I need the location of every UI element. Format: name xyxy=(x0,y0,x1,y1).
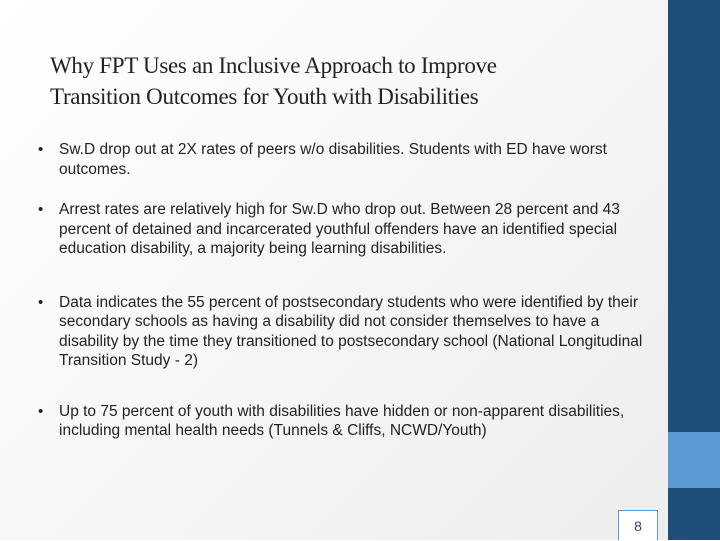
slide-title xyxy=(50,50,650,112)
bullet-text: Data indicates the 55 percent of postsecondary students who were identified by their secondary schools as having a disability did not consider themselves to have a disability by the time they transitioned to postsecondary school (National Longitudinal Transition Study - 2) xyxy=(59,293,643,369)
bullet-icon: • xyxy=(38,293,44,311)
page-number: 8 xyxy=(618,510,658,540)
right-accent-bar-highlight xyxy=(668,432,720,488)
bullet-icon: • xyxy=(38,141,44,158)
bullet-item xyxy=(38,293,648,371)
bullet-text: Up to 75 percent of youth with disabilities have hidden or non-apparent disabilities, including mental health needs (Tunnels & Cliffs, NCWD/Youth) xyxy=(59,402,625,439)
bullet-icon: • xyxy=(38,402,44,420)
bullet-item xyxy=(38,140,648,179)
bullet-item xyxy=(38,402,648,441)
bullet-text: Sw.D drop out at 2X rates of peers w/o disabilities. Students with ED have worst outcomes. xyxy=(59,141,607,178)
slide-title-line-2: Transition Outcomes for Youth with Disabilities xyxy=(50,84,479,109)
bullet-text: Arrest rates are relatively high for Sw.D who drop out. Between 28 percent and 43 percent of detained and incarcerated youthful offenders have an identified special education disability, a majority being learning disabilities. xyxy=(59,201,620,257)
bullet-item xyxy=(38,200,648,259)
slide-title-line-1: Why FPT Uses an Inclusive Approach to Improve xyxy=(50,53,497,78)
bullet-icon: • xyxy=(38,201,44,218)
bullet-list xyxy=(38,140,648,441)
